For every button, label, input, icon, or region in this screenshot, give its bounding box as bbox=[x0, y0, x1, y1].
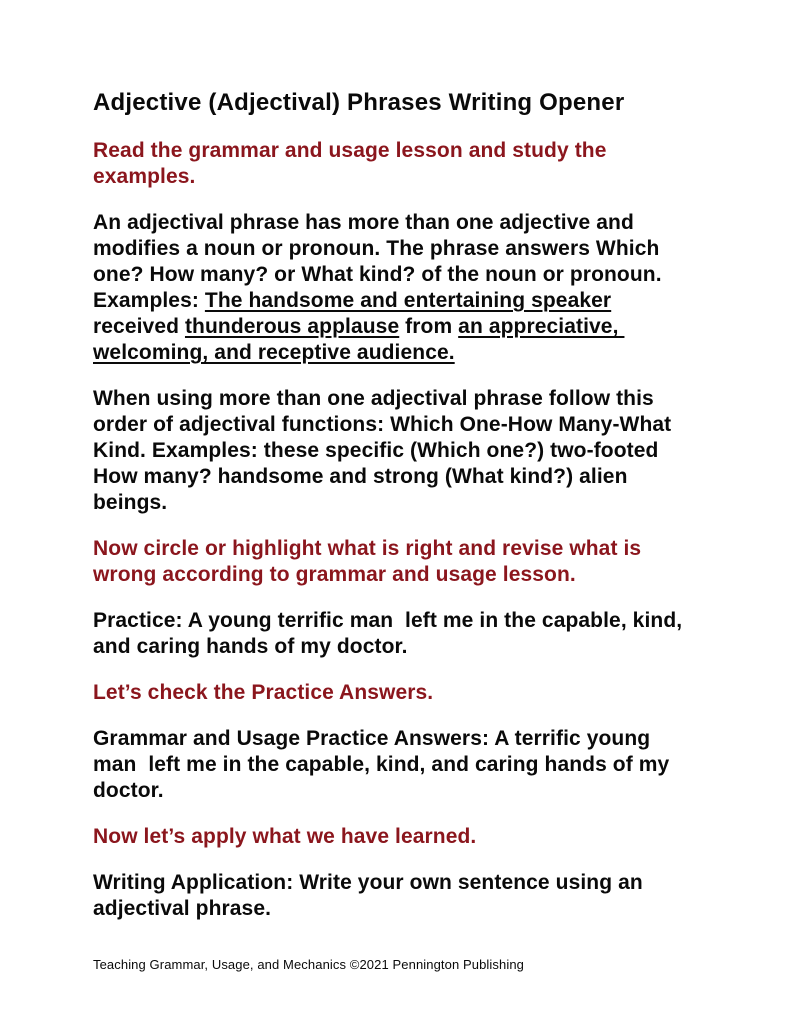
page-title: Adjective (Adjectival) Phrases Writing Opener bbox=[93, 89, 625, 116]
body-paragraph bbox=[93, 210, 699, 366]
text-segment: Let’s check the Practice Answers. bbox=[93, 681, 434, 704]
underlined-phrase: thunderous applause bbox=[184, 315, 400, 338]
text-segment: Now circle or highlight what is right and revise what is wrong according to grammar and usage lesson. bbox=[93, 537, 648, 586]
text-segment: received bbox=[93, 289, 618, 338]
text-segment: An adjectival phrase has more than one adjective and modifies a noun or pronoun. The phrase answers Which one? How many? or What kind? of the noun or pronoun. Examples: bbox=[93, 211, 668, 312]
body-paragraph bbox=[93, 608, 699, 660]
footer-credit: Teaching Grammar, Usage, and Mechanics ©2021 Pennington Publishing bbox=[93, 957, 524, 972]
text-segment: Read the grammar and usage lesson and study the examples. bbox=[93, 139, 613, 188]
text-segment: Practice: A young terrific man left me in the capable, kind, and caring hands of my doctor. bbox=[93, 609, 689, 658]
instruction-paragraph bbox=[93, 138, 699, 190]
document-content bbox=[93, 88, 699, 942]
document-body bbox=[93, 138, 699, 922]
text-segment: When using more than one adjectival phrase follow this order of adjectival functions: Which One-How Many-What Kind. Examples: these specific (Which one?) two-footed How many? handsome and strong (What kind?) alien beings. bbox=[93, 387, 678, 514]
underlined-phrase: The handsome and entertaining speaker bbox=[204, 289, 612, 312]
text-segment: Grammar and Usage Practice Answers: A terrific young man left me in the capable, kind, and caring hands of my doctor. bbox=[93, 727, 676, 802]
instruction-paragraph bbox=[93, 536, 699, 588]
body-paragraph bbox=[93, 386, 699, 516]
instruction-paragraph bbox=[93, 680, 699, 706]
instruction-paragraph bbox=[93, 824, 699, 850]
underlined-phrase: an appreciative, welcoming, and receptive audience. bbox=[93, 315, 625, 364]
body-paragraph bbox=[93, 870, 699, 922]
body-paragraph bbox=[93, 726, 699, 804]
text-segment: from bbox=[399, 315, 459, 338]
text-segment: Writing Application: Write your own sentence using an adjectival phrase. bbox=[93, 871, 649, 920]
text-segment: Now let’s apply what we have learned. bbox=[93, 825, 477, 848]
